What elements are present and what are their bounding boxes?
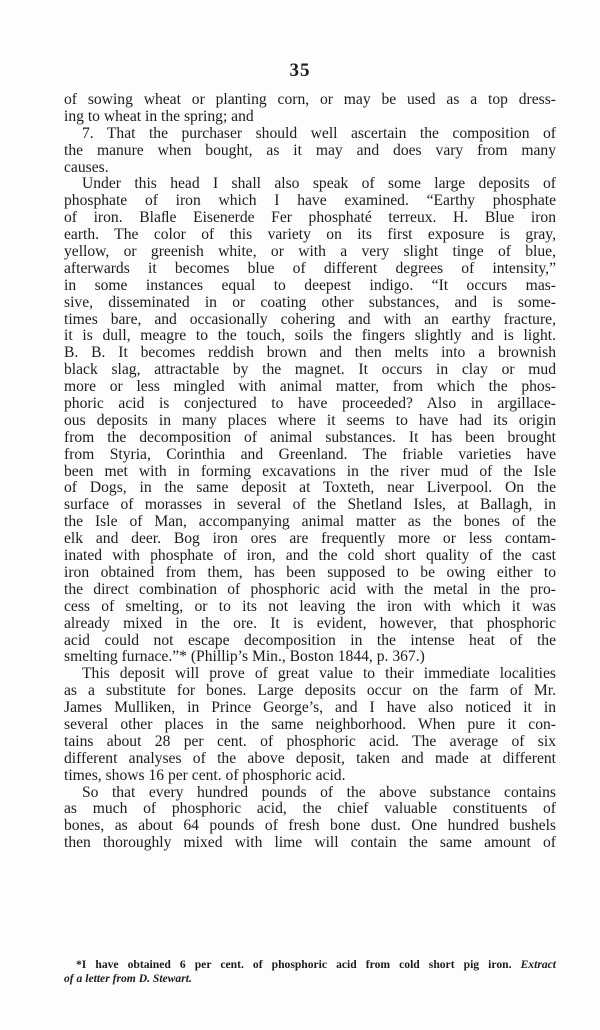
footnote	[64, 958, 556, 986]
text-line: black slag, attractable by the magnet. It occurs in clay or mud	[64, 362, 556, 379]
text-line: different analyses of the above deposit, taken and made at different	[64, 750, 556, 767]
text-line: 7. That the purchaser should well ascertain the composition of	[82, 125, 556, 142]
footnote-line-1	[64, 958, 556, 972]
text-line: several other places in the same neighborhood. When pure it con-	[64, 716, 556, 733]
text-line: in some instances equal to deepest indigo. “It occurs mas-	[64, 277, 556, 294]
text-line: the direct combination of phosphoric acid with the metal in the pro-	[64, 581, 556, 598]
text-line: iron obtained from them, has been supposed to be owing either to	[64, 564, 556, 581]
text-line: So that every hundred pounds of the above substance contains	[82, 784, 556, 801]
text-line: times, shows 16 per cent. of phosphoric acid.	[64, 767, 346, 784]
text-line: of iron. Blaﬂe Eisenerde Fer phosphaté terreux. H. Blue iron	[64, 210, 556, 227]
text-line: times bare, and occasionally cohering and with an earthy fracture,	[64, 311, 556, 328]
text-line: of Dogs, in the same deposit at Toxteth, near Liverpool. On the	[64, 480, 556, 497]
text-line: B. B. It becomes reddish brown and then melts into a brownish	[64, 345, 556, 362]
text-line: the manure when bought, as it may and does vary from many	[64, 142, 556, 159]
page-number: 35	[289, 60, 311, 81]
text-line: ing to wheat in the spring; and	[64, 108, 254, 125]
text-line: the Isle of Man, accompanying animal matter as the bones of the	[64, 514, 556, 531]
text-line: already mixed in the ore. It is evident, however, that phosphoric	[64, 615, 556, 632]
text-line: afterwards it becomes blue of different degrees of intensity,”	[64, 260, 556, 277]
text-line: sive, disseminated in or coating other substances, and is some-	[64, 294, 556, 311]
text-line: from the decomposition of animal substances. It has been brought	[64, 429, 556, 446]
text-line: as much of phosphoric acid, the chief valuable constituents of	[64, 801, 556, 818]
text-line: from Styria, Corinthia and Greenland. The friable varieties have	[64, 446, 556, 463]
footnote-line-2	[64, 972, 556, 986]
text-line: smelting furnace.”* (Phillip’s Min., Boston 1844, p. 367.)	[64, 649, 425, 666]
text-line: of sowing wheat or planting corn, or may be used as a top dress-	[64, 92, 556, 108]
text-line: as a substitute for bones. Large deposits occur on the farm of Mr.	[64, 683, 556, 700]
text-line: earth. The color of this variety on its first exposure is gray,	[64, 227, 556, 244]
text-line: phosphate of iron which I have examined. “Earthy phosphate	[64, 193, 556, 210]
footnote-italic-2: of a letter from D. Stewart.	[64, 972, 192, 985]
text-line: it is dull, meagre to the touch, soils the fingers slightly and is light.	[64, 328, 556, 345]
text-line: inated with phosphate of iron, and the cold short quality of the cast	[64, 548, 556, 565]
text-line: been met with in forming excavations in the river mud of the Isle	[64, 463, 556, 480]
text-line: yellow, or greenish white, or with a very slight tinge of blue,	[64, 244, 556, 261]
body-text	[64, 92, 556, 852]
text-line: elk and deer. Bog iron ores are frequently more or less contam-	[64, 531, 556, 548]
footnote-text: *I have obtained 6 per cent. of phosphoric acid from cold short pig iron.	[76, 958, 512, 971]
text-line: cess of smelting, or to its not leaving the iron with which it was	[64, 598, 556, 615]
footnote-italic-1: Extract	[520, 958, 556, 971]
text-line: This deposit will prove of great value to their immediate localities	[82, 666, 556, 683]
text-line: phoric acid is conjectured to have proceeded? Also in argillace-	[64, 396, 556, 413]
text-line: more or less mingled with animal matter, from which the phos-	[64, 379, 556, 396]
text-line: ous deposits in many places where it seems to have had its origin	[64, 412, 556, 429]
text-line: tains about 28 per cent. of phosphoric acid. The average of six	[64, 733, 556, 750]
text-line: bones, as about 64 pounds of fresh bone dust. One hundred bushels	[64, 818, 556, 835]
text-line: Under this head I shall also speak of some large deposits of	[82, 176, 556, 193]
text-line: then thoroughly mixed with lime will contain the same amount of	[64, 835, 556, 852]
text-line: James Mulliken, in Prince George’s, and I have also noticed it in	[64, 700, 556, 717]
text-line: acid could not escape decomposition in the intense heat of the	[64, 632, 556, 649]
text-line: causes.	[64, 159, 109, 176]
text-line: surface of morasses in several of the Shetland Isles, at Ballagh, in	[64, 497, 556, 514]
